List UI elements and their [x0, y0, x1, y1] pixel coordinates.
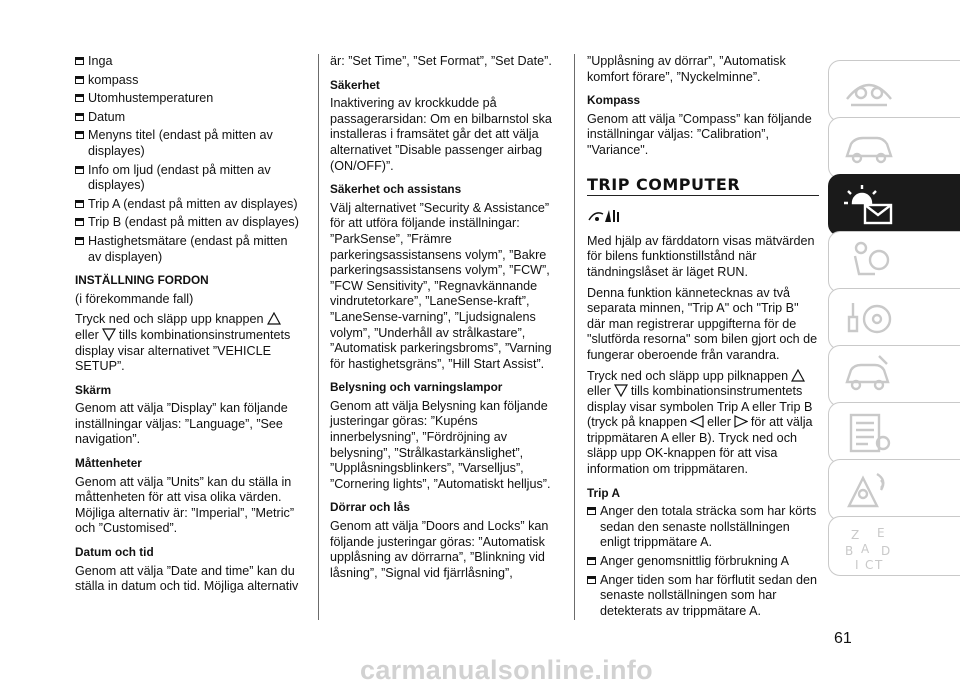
warning-light-message-icon — [841, 181, 897, 229]
heading-units: Måttenheter — [75, 456, 142, 471]
svg-text:I: I — [855, 558, 859, 571]
list-item-text: Info om ljud (endast på mitten av displayes) — [88, 162, 271, 193]
heading-screen: Skärm — [75, 382, 112, 397]
column-2 — [330, 54, 558, 586]
list-item — [587, 573, 819, 620]
paragraph: Genom att välja ”Doors and Locks” kan följande justeringar göras: ”Automatisk upplåsning av dörrarna”, ”Blinkning vid låsning”, ”Signal vid fjärrlåsning”, — [330, 519, 549, 580]
square-bullet-icon — [75, 113, 84, 121]
paragraph: Genom att välja ”Date and time” kan du ställa in datum och tid. Möjliga alternativ — [75, 563, 299, 594]
square-bullet-icon — [75, 166, 84, 174]
svg-text:A: A — [861, 542, 870, 556]
list-item — [75, 73, 303, 89]
airbag-seat-icon — [841, 238, 897, 286]
paragraph: är: ”Set Time”, ”Set Format”, ”Set Date”. — [330, 54, 552, 68]
list-item — [75, 163, 303, 194]
tab-driving[interactable] — [828, 288, 960, 350]
list-item-text: Inga — [88, 54, 113, 68]
svg-text:B: B — [845, 544, 854, 558]
tab-multimedia[interactable] — [828, 459, 960, 521]
trip-computer-icon — [587, 206, 623, 226]
column-divider — [574, 54, 575, 620]
square-bullet-icon — [75, 237, 84, 245]
column-1 — [75, 54, 303, 600]
car-service-icon — [841, 352, 897, 400]
heading-date-time: Datum och tid — [75, 545, 154, 560]
alphabet-index-icon — [841, 523, 897, 571]
arrow-down-button-icon — [614, 384, 628, 397]
list-item — [75, 91, 303, 107]
tab-warning-lights[interactable] — [828, 174, 960, 236]
arrow-down-button-icon — [102, 328, 116, 341]
paragraph: Denna funktion kännetecknas av två separata minnen, "Trip A" och "Trip B" där man registrerar uppgifterna för de "slutförda resorna" som bilen gjort och de fungerar oberoende från varandra. — [587, 285, 818, 362]
paragraph: Inaktivering av krockkudde på passagerarsidan: Om en bilbarnstol ska installeras i framsätet går det att välja alternativet ”Disable passenger airbag (ON/OFF)”. — [330, 96, 552, 173]
square-bullet-icon — [587, 557, 596, 565]
list-item-text: Trip B (endast på mitten av displayes) — [88, 215, 299, 230]
square-bullet-icon — [587, 507, 596, 515]
svg-text:C: C — [865, 558, 874, 571]
tab-car-dashboard[interactable] — [828, 60, 960, 122]
maintenance-tools-icon — [841, 295, 897, 343]
svg-text:D: D — [881, 544, 891, 558]
tab-technical-data[interactable] — [828, 402, 960, 464]
arrow-up-button-icon — [267, 312, 281, 325]
technical-data-icon — [841, 409, 897, 457]
tab-safety[interactable] — [828, 231, 960, 293]
tab-car-side[interactable] — [828, 117, 960, 179]
heading-vehicle-setup: INSTÄLLNING FORDON — [75, 273, 209, 288]
square-bullet-icon — [75, 57, 84, 65]
paragraph: Genom att välja ”Display” kan följande inställningar väljas: ”Language”, ”See navigation”. — [75, 401, 288, 447]
car-dashboard-icon — [841, 67, 897, 115]
list-item — [75, 234, 303, 265]
heading-doors-locks: Dörrar och lås — [330, 500, 410, 515]
list-item-text: Hastighetsmätare (endast på mitten av displayen) — [88, 233, 288, 264]
multimedia-icon — [841, 466, 897, 514]
list-item-text: Menyns titel (endast på mitten av displayes) — [88, 128, 273, 158]
list-item-text: Utomhustemperaturen — [88, 91, 214, 106]
list-item — [75, 110, 303, 126]
heading-safety-assistance: Säkerhet och assistans — [330, 182, 462, 197]
tab-index[interactable] — [828, 516, 960, 576]
paragraph: Genom att välja Belysning kan följande justeringar göras: ”Kupéns innerbelysning”, ”Fördröjning av belysning”, ”Strålkastarkänslighet”, ”Upplåsningsblinkers”, ”Varselljus”, ”Cornering lights”, ”Automatiskt helljus”. — [330, 398, 551, 491]
arrow-right-button-icon — [734, 415, 748, 428]
list-item — [75, 197, 303, 213]
heading-lights: Belysning och varningslampor — [330, 380, 503, 395]
paragraph: Med hjälp av färddatorn visas mätvärden för bilens funktionstillstånd när tändningslåset är läget RUN. — [587, 233, 815, 279]
heading-trip-a: Trip A — [587, 485, 620, 500]
square-bullet-icon — [75, 200, 84, 208]
square-bullet-icon — [75, 76, 84, 84]
tab-emergency[interactable] — [828, 345, 960, 407]
list-item — [75, 215, 303, 231]
paragraph: (i förekommande fall) — [75, 291, 194, 306]
square-bullet-icon — [75, 131, 84, 139]
list-item — [587, 504, 819, 551]
list-item-text: Datum — [88, 109, 126, 124]
column-3 — [587, 54, 819, 622]
list-item-text: Anger tiden som har förflutit sedan den senaste nollställningen som har detekterats av trippmätare A. — [600, 572, 818, 618]
paragraph: Välj alternativet ”Security & Assistance” för att utföra följande inställningar: ”ParkSense”, ”Främre parkeringsassistansens volym”, ”Bakre parkeringsassistansens volym”, ”FCW”, ”FCW Sensitivity”, ”Regnavkännande vindrutetorkare”, ”LaneSense-kraft”, ”LaneSense-varning”, ”Ljudsignalens volym”, ”Underhåll av strålkastare”, ”Automatisk parkeringsbroms”, ”Varning för hastighetsgräns”, ”Hill Start Assist”. — [330, 200, 552, 371]
svg-text:E: E — [877, 526, 885, 540]
square-bullet-icon — [587, 576, 596, 584]
heading-safety: Säkerhet — [330, 77, 380, 92]
page-number: 61 — [834, 630, 852, 647]
paragraph: Genom att välja ”Units” kan du ställa in måttenheten för att visa olika värden. Möjliga alternativ är: ”Imperial”, ”Metric” och ”Customised”. — [75, 474, 295, 536]
svg-text:T: T — [875, 558, 883, 571]
svg-text:Z: Z — [851, 528, 860, 542]
column-divider — [318, 54, 319, 620]
list-item-text: Anger genomsnittlig förbrukning A — [600, 554, 790, 569]
list-item — [75, 54, 303, 70]
list-item-text: Trip A (endast på mitten av displayes) — [88, 196, 298, 211]
square-bullet-icon — [75, 94, 84, 102]
list-item — [587, 554, 819, 570]
car-side-icon — [841, 124, 897, 172]
square-bullet-icon — [75, 218, 84, 226]
heading-compass: Kompass — [587, 93, 641, 108]
paragraph: ”Upplåsning av dörrar”, ”Automatisk komfort förare”, ”Nyckelminne”. — [587, 54, 786, 84]
list-item-text: Anger den totala sträcka som har körts sedan den senaste nollställningen enligt trippmätare A. — [600, 504, 817, 550]
paragraph: Tryck ned och släpp upp knappen eller tills kombinationsinstrumentets display visar alternativet ”VEHICLE SETUP”. — [75, 312, 291, 374]
section-title: TRIP COMPUTER — [587, 177, 819, 197]
paragraph: Genom att välja ”Compass” kan följande inställningar väljas: ”Calibration”, "Variance". — [587, 111, 812, 157]
arrow-left-button-icon — [690, 415, 704, 428]
list-item — [75, 128, 303, 159]
arrow-up-button-icon — [791, 369, 805, 382]
list-item-text: kompass — [88, 72, 139, 87]
paragraph: Tryck ned och släpp upp pilknappen eller tills kombinationsinstrumentets display visar symbolen Trip A eller Trip B (tryck på knappen eller för att välja trippmätaren A eller B). Tryck ned och släpp upp OK-knappen för att visa information om trippmätaren. — [587, 368, 813, 477]
watermark: carmanualsonline.info — [360, 655, 653, 685]
